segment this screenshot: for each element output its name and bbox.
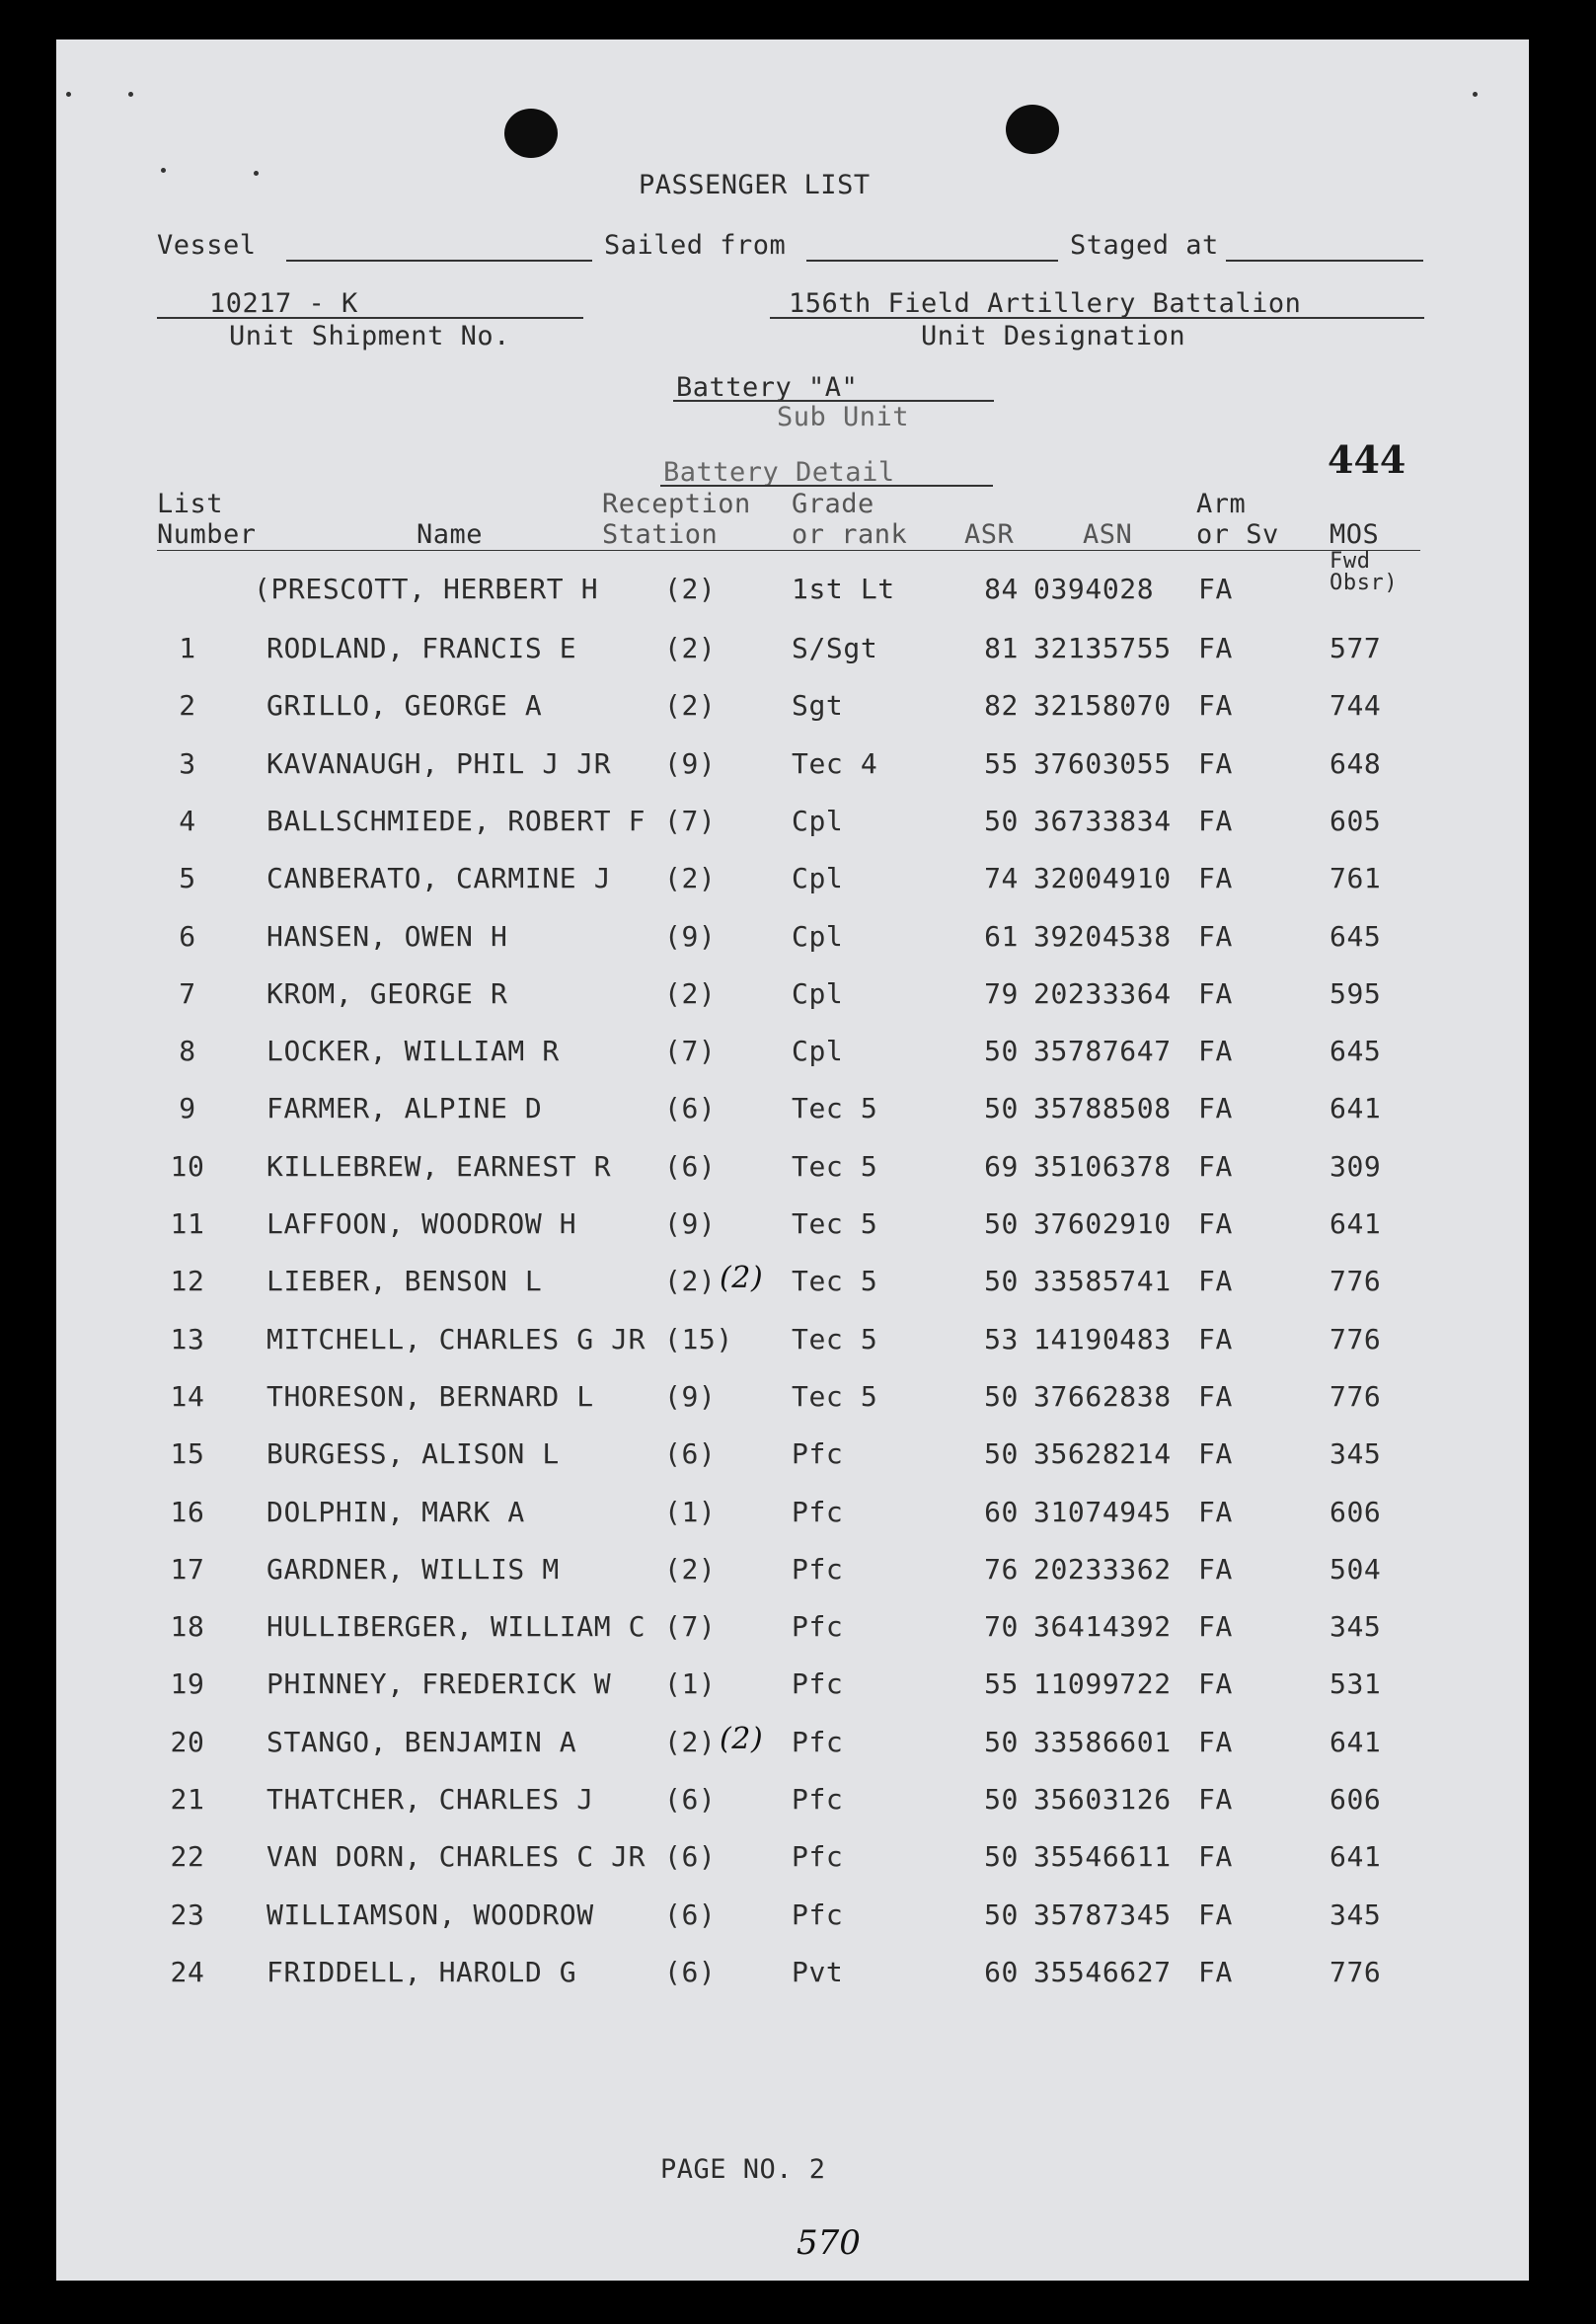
cell-reception-station: (2) [664,632,717,664]
officer-asr: 84 [984,573,1019,605]
cell-mos: 504 [1330,1552,1382,1586]
cell-arm: FA [1198,1035,1233,1068]
table-row [56,1150,1529,1190]
cell-asn: 37602910 [1033,1207,1172,1240]
cell-grade: Pfc [792,1610,844,1644]
table-row [56,1721,1529,1765]
sailed-from-label: Sailed from [604,230,787,261]
cell-grade: Tec 5 [792,1149,878,1183]
cell-asr: 74 [984,862,1019,895]
cell-name: STANGO, BENJAMIN A [266,1725,577,1758]
table-row [56,1496,1529,1535]
table-row [56,1667,1529,1707]
cell-arm: FA [1198,1207,1233,1240]
cell-reception-station: (6) [664,1955,717,1988]
vessel-blank [286,260,592,262]
col-mos: MOS [1330,519,1380,550]
cell-name: LOCKER, WILLIAM R [266,1035,560,1068]
cell-arm: FA [1198,1725,1233,1758]
cell-name: BALLSCHMIEDE, ROBERT F [266,804,646,837]
cell-asr: 76 [984,1552,1019,1586]
cell-reception-station: (2) [664,976,717,1010]
table-row [56,805,1529,844]
cell-mos: 531 [1330,1667,1382,1701]
cell-grade: Cpl [792,862,844,895]
table-row [56,1840,1529,1880]
cell-arm: FA [1198,1955,1233,1988]
table-row [56,1553,1529,1592]
cell-asn: 35106378 [1033,1149,1172,1183]
table-row [56,1437,1529,1477]
cell-asr: 50 [984,1207,1019,1240]
cell-arm: FA [1198,1149,1233,1183]
cell-asn: 35546627 [1033,1955,1172,1988]
cell-name: GRILLO, GEORGE A [266,689,543,723]
cell-name: PHINNEY, FREDERICK W [266,1667,612,1701]
sub-unit: Battery "A" [676,372,859,403]
cell-reception-station: (6) [664,1840,717,1874]
cell-mos: 645 [1330,1035,1382,1068]
cell-mos: 606 [1330,1495,1382,1528]
cell-grade: S/Sgt [792,632,878,664]
cell-mos: 577 [1330,632,1382,664]
cell-mos: 776 [1330,1265,1382,1298]
table-row [56,1261,1529,1304]
cell-list-number: 14 [170,1379,205,1413]
handwritten-note: (2) [720,1261,764,1296]
cell-arm: FA [1198,919,1233,953]
sailed-from-blank [806,260,1058,262]
table-row [56,1783,1529,1822]
cell-grade: Pfc [792,1898,844,1931]
cell-asr: 50 [984,1783,1019,1816]
staged-at-blank [1226,260,1423,262]
cell-asn: 35787345 [1033,1898,1172,1931]
cell-asr: 70 [984,1610,1019,1644]
cell-grade: Tec 5 [792,1207,878,1240]
cell-asr: 50 [984,804,1019,837]
cell-asr: 50 [984,1035,1019,1068]
cell-reception-station: (7) [664,1035,717,1068]
cell-list-number: 10 [170,1149,205,1183]
cell-list-number: 13 [170,1322,205,1356]
handwritten-number: 570 [797,2223,861,2263]
table-row [56,689,1529,729]
cell-asr: 60 [984,1495,1019,1528]
cell-grade: Tec 5 [792,1322,878,1356]
cell-reception-station: (2) [664,689,717,723]
unit-designation-label: Unit Designation [921,321,1186,351]
cell-reception-station: (2) [664,862,717,895]
cell-list-number: 12 [170,1265,205,1298]
cell-list-number: 11 [170,1207,205,1240]
cell-name: VAN DORN, CHARLES C JR [266,1840,646,1874]
cell-mos: 761 [1330,862,1382,895]
col-name: Name [417,519,484,550]
cell-mos: 309 [1330,1149,1382,1183]
officer-mos: Fwd Obsr) [1330,549,1399,595]
detail-line [660,485,993,487]
cell-reception-station: (6) [664,1898,717,1931]
cell-arm: FA [1198,746,1233,780]
cell-list-number: 5 [179,862,196,895]
detail-label: Battery Detail [663,457,895,488]
speck [66,92,71,97]
cell-arm: FA [1198,1552,1233,1586]
cell-asn: 32135755 [1033,632,1172,664]
cell-asn: 39204538 [1033,919,1172,953]
cell-reception-station: (6) [664,1149,717,1183]
cell-mos: 641 [1330,1725,1382,1758]
cell-name: CANBERATO, CARMINE J [266,862,612,895]
cell-reception-station: (15) [664,1322,733,1356]
cell-list-number: 20 [170,1725,205,1758]
header-rule [157,550,1420,551]
cell-asn: 36414392 [1033,1610,1172,1644]
officer-grade: 1st Lt [792,573,895,605]
cell-arm: FA [1198,976,1233,1010]
cell-asr: 50 [984,1898,1019,1931]
cell-mos: 641 [1330,1092,1382,1125]
cell-list-number: 7 [179,976,196,1010]
officer-asn: 0394028 [1033,573,1155,605]
cell-name: KAVANAUGH, PHIL J JR [266,746,612,780]
unit-designation-line [770,317,1424,319]
unit-designation: 156th Field Artillery Battalion [789,288,1302,319]
cell-grade: Tec 5 [792,1092,878,1125]
cell-mos: 744 [1330,689,1382,723]
cell-name: HULLIBERGER, WILLIAM C [266,1610,646,1644]
cell-asr: 50 [984,1379,1019,1413]
cell-arm: FA [1198,1898,1233,1931]
handwritten-note: (2) [720,1721,764,1756]
col-asr: ASR [964,519,1015,550]
table-row [56,1610,1529,1650]
cell-list-number: 18 [170,1610,205,1644]
table-row [56,862,1529,901]
cell-name: THORESON, BERNARD L [266,1379,594,1413]
officer-arm: FA [1198,573,1233,605]
table-row [56,1035,1529,1074]
cell-asr: 61 [984,919,1019,953]
cell-asn: 35603126 [1033,1783,1172,1816]
cell-asr: 50 [984,1725,1019,1758]
cell-grade: Tec 5 [792,1265,878,1298]
cell-grade: Tec 5 [792,1379,878,1413]
cell-asr: 69 [984,1149,1019,1183]
table-row [56,1380,1529,1420]
table-row [56,920,1529,960]
table-row [56,747,1529,787]
cell-name: LIEBER, BENSON L [266,1265,543,1298]
cell-list-number: 24 [170,1955,205,1988]
cell-grade: Cpl [792,976,844,1010]
col-grade: Grade or rank [792,489,908,550]
cell-list-number: 4 [179,804,196,837]
cell-list-number: 16 [170,1495,205,1528]
speck [254,171,259,176]
cell-name: WILLIAMSON, WOODROW [266,1898,594,1931]
cell-arm: FA [1198,1840,1233,1874]
cell-asr: 50 [984,1437,1019,1471]
table-row [56,632,1529,671]
cell-reception-station: (9) [664,1379,717,1413]
cell-name: KROM, GEORGE R [266,976,508,1010]
cell-name: KILLEBREW, EARNEST R [266,1149,612,1183]
cell-list-number: 3 [179,746,196,780]
cell-grade: Pfc [792,1783,844,1816]
cell-mos: 776 [1330,1379,1382,1413]
speck [128,92,133,97]
cell-list-number: 19 [170,1667,205,1701]
cell-asr: 53 [984,1322,1019,1356]
staged-at-label: Staged at [1070,230,1219,261]
cell-reception-station: (2) [664,1552,717,1586]
cell-asr: 60 [984,1955,1019,1988]
cell-grade: Pfc [792,1725,844,1758]
speck [1473,92,1478,97]
shipment-number-line [157,317,583,319]
cell-mos: 345 [1330,1898,1382,1931]
cell-grade: Sgt [792,689,844,723]
cell-reception-station: (9) [664,746,717,780]
cell-grade: Pfc [792,1437,844,1471]
cell-asr: 50 [984,1092,1019,1125]
officer-row [56,549,1529,612]
cell-list-number: 22 [170,1840,205,1874]
officer-name: (PRESCOTT, HERBERT H [254,573,599,605]
cell-name: GARDNER, WILLIS M [266,1552,560,1586]
speck [161,168,166,173]
cell-name: FRIDDELL, HAROLD G [266,1955,577,1988]
cell-asn: 32004910 [1033,862,1172,895]
cell-reception-station: (7) [664,804,717,837]
cell-mos: 595 [1330,976,1382,1010]
cell-list-number: 15 [170,1437,205,1471]
cell-arm: FA [1198,862,1233,895]
cell-list-number: 8 [179,1035,196,1068]
cell-grade: Pfc [792,1495,844,1528]
cell-asn: 37603055 [1033,746,1172,780]
cell-reception-station: (1) [664,1667,717,1701]
cell-arm: FA [1198,1265,1233,1298]
cell-grade: Pfc [792,1552,844,1586]
document-page [56,39,1529,2281]
table-row [56,1207,1529,1247]
cell-asr: 79 [984,976,1019,1010]
cell-reception-station: (2) [664,1725,717,1758]
cell-list-number: 17 [170,1552,205,1586]
cell-asn: 20233362 [1033,1552,1172,1586]
punch-hole-left [504,109,558,158]
cell-grade: Cpl [792,804,844,837]
cell-asn: 32158070 [1033,689,1172,723]
cell-arm: FA [1198,804,1233,837]
table-row [56,1898,1529,1938]
cell-asn: 14190483 [1033,1322,1172,1356]
cell-asn: 11099722 [1033,1667,1172,1701]
col-list-number: List Number [157,489,257,550]
col-asn: ASN [1083,519,1133,550]
cell-name: FARMER, ALPINE D [266,1092,543,1125]
cell-mos: 641 [1330,1840,1382,1874]
cell-grade: Pvt [792,1955,844,1988]
cell-list-number: 21 [170,1783,205,1816]
form-title: PASSENGER LIST [639,170,871,200]
cell-reception-station: (7) [664,1610,717,1644]
cell-mos: 345 [1330,1437,1382,1471]
cell-reception-station: (1) [664,1495,717,1528]
cell-arm: FA [1198,1667,1233,1701]
cell-asn: 33586601 [1033,1725,1172,1758]
cell-name: BURGESS, ALISON L [266,1437,560,1471]
cell-mos: 345 [1330,1610,1382,1644]
cell-asr: 50 [984,1265,1019,1298]
cell-asr: 82 [984,689,1019,723]
col-arm: Arm or Sv [1196,489,1279,550]
page-number: PAGE NO. 2 [660,2154,826,2185]
cell-asn: 35787647 [1033,1035,1172,1068]
table-row [56,1956,1529,1995]
table-row [56,977,1529,1017]
cell-list-number: 23 [170,1898,205,1931]
punch-hole-right [1006,105,1059,154]
cell-name: RODLAND, FRANCIS E [266,632,577,664]
cell-arm: FA [1198,632,1233,664]
table-row [56,1092,1529,1131]
cell-name: MITCHELL, CHARLES G JR [266,1322,646,1356]
cell-reception-station: (6) [664,1783,717,1816]
cell-arm: FA [1198,1495,1233,1528]
cell-list-number: 9 [179,1092,196,1125]
sub-unit-label: Sub Unit [777,402,910,432]
cell-arm: FA [1198,1437,1233,1471]
cell-grade: Cpl [792,1035,844,1068]
cell-name: THATCHER, CHARLES J [266,1783,594,1816]
cell-mos: 776 [1330,1322,1382,1356]
cell-asn: 35628214 [1033,1437,1172,1471]
cell-asn: 31074945 [1033,1495,1172,1528]
cell-arm: FA [1198,689,1233,723]
cell-mos: 606 [1330,1783,1382,1816]
cell-mos: 648 [1330,746,1382,780]
cell-asn: 33585741 [1033,1265,1172,1298]
cell-asn: 35546611 [1033,1840,1172,1874]
cell-arm: FA [1198,1610,1233,1644]
vessel-label: Vessel [157,230,257,261]
cell-list-number: 2 [179,689,196,723]
stamp-number: 444 [1328,437,1406,482]
col-reception-station: Reception Station [602,489,751,550]
cell-list-number: 6 [179,919,196,953]
cell-mos: 641 [1330,1207,1382,1240]
cell-mos: 605 [1330,804,1382,837]
cell-grade: Pfc [792,1840,844,1874]
cell-grade: Cpl [792,919,844,953]
cell-asn: 35788508 [1033,1092,1172,1125]
table-row [56,1323,1529,1362]
cell-mos: 776 [1330,1955,1382,1988]
cell-reception-station: (9) [664,1207,717,1240]
cell-name: LAFFOON, WOODROW H [266,1207,577,1240]
cell-name: HANSEN, OWEN H [266,919,508,953]
cell-grade: Tec 4 [792,746,878,780]
cell-name: DOLPHIN, MARK A [266,1495,525,1528]
officer-station: (2) [664,573,717,605]
shipment-number: 10217 - K [209,288,358,319]
cell-asn: 20233364 [1033,976,1172,1010]
cell-asr: 50 [984,1840,1019,1874]
cell-reception-station: (9) [664,919,717,953]
cell-reception-station: (6) [664,1437,717,1471]
cell-reception-station: (6) [664,1092,717,1125]
cell-grade: Pfc [792,1667,844,1701]
shipment-number-label: Unit Shipment No. [229,321,510,351]
cell-asr: 55 [984,1667,1019,1701]
cell-arm: FA [1198,1092,1233,1125]
cell-arm: FA [1198,1322,1233,1356]
cell-reception-station: (2) [664,1265,717,1298]
cell-asn: 37662838 [1033,1379,1172,1413]
cell-mos: 645 [1330,919,1382,953]
cell-asr: 55 [984,746,1019,780]
cell-list-number: 1 [179,632,196,664]
cell-arm: FA [1198,1379,1233,1413]
cell-arm: FA [1198,1783,1233,1816]
cell-asn: 36733834 [1033,804,1172,837]
cell-asr: 81 [984,632,1019,664]
